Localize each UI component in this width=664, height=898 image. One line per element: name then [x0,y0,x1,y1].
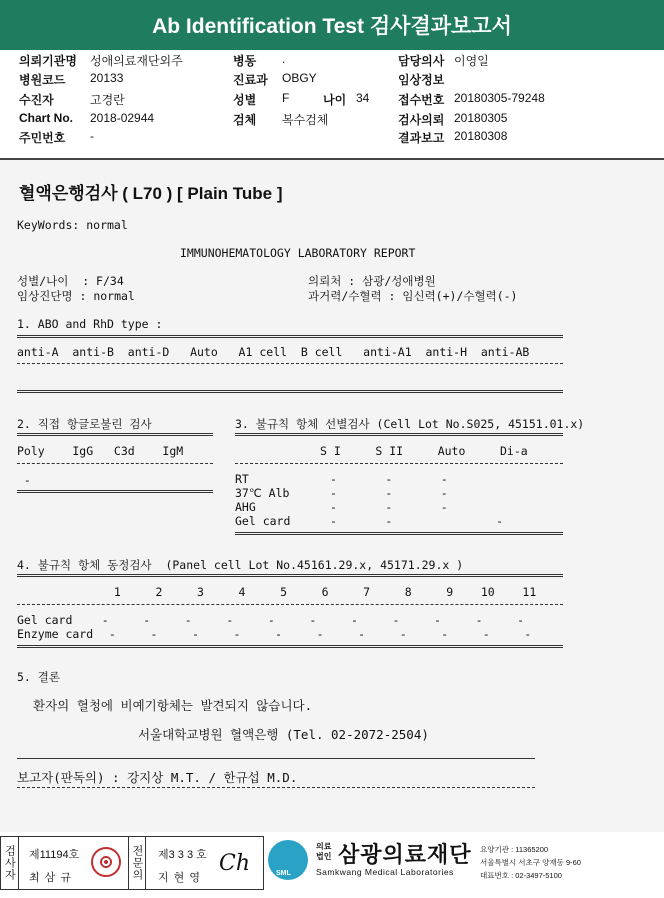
brand-prefix: 의료 법인 [316,842,332,861]
section4-title: 4. 불규칙 항체 동정검사 (Panel cell Lot No.45161.29.x, 45171.29.x ) [17,558,464,572]
section4-row-label: Enzyme card [17,627,94,641]
receipt-no-value: 20180305-79248 [454,91,545,105]
history-line: 과거력/수혈력 : 임신력(+)/수혈력(-) [308,289,518,303]
reviewer-name: 지 현 영 [158,872,201,884]
conclusion-text: 환자의 혈청에 비예기항체는 발견되지 않습니다. [33,698,313,713]
doctor-label: 담당의사 [398,54,445,68]
clinical-info-label: 임상정보 [398,73,445,87]
patient-info-header [0,50,664,158]
divider [17,490,213,493]
divider [17,787,535,788]
specimen-label: 검체 [233,113,257,127]
section3-row-label: Gel card [235,514,291,528]
section3-row-label: AHG [235,500,256,514]
divider [17,363,563,364]
section3-row-values: - - - [330,500,448,514]
section3-header: S I S II Auto Di-a [320,444,528,458]
divider [235,463,563,464]
divider [17,758,535,759]
request-date-label: 검사의뢰 [398,113,445,127]
brand-english: Samkwang Medical Laboratories [316,867,454,877]
specimen-value: 복수검체 [282,113,329,127]
divider [235,433,563,436]
department-label: 진료과 [233,73,268,87]
inspector-name: 최 삼 규 [29,872,72,884]
section3-row-values: - - - [330,486,448,500]
reviewer-label [128,837,146,889]
report-date-value: 20180308 [454,129,508,143]
sex-value: F [282,91,290,105]
request-date-value: 20180305 [454,111,508,125]
department-value: OBGY [282,71,317,85]
requester-line: 의뢰처 : 삼광/성애병원 [308,274,436,288]
doctor-value: 이영일 [454,54,489,68]
hospital-code-label: 병원코드 [19,73,66,87]
divider [235,532,563,535]
id-no-label: 주민번호 [19,131,66,145]
patient-value: 고경란 [90,93,125,107]
keywords-line: KeyWords: normal [17,218,128,232]
section1-header: anti-A anti-B anti-D Auto A1 cell B cell anti-A1 anti-H anti-AB [17,345,530,359]
inspector-seal [91,847,121,877]
address: 서울특별시 서초구 양재동 9-60 [480,858,581,867]
section4-row-values: - - - - - - - - - - - [74,613,525,627]
divider [17,645,563,648]
reviewer-license-no: 제3 3 3 호 [158,849,207,861]
footer [0,836,664,898]
phone: 대표번호 : 02-3497-5100 [480,871,562,880]
section4-row-label: Gel card [17,613,73,627]
inspector-license-no: 제11194호 [29,849,80,861]
institution-value: 성애의료재단외주 [90,54,183,68]
lab-title: IMMUNOHEMATOLOGY LABORATORY REPORT [180,246,416,260]
divider [17,335,563,338]
chart-no-value: 2018-02944 [90,111,155,125]
logo-text: SML [276,870,291,877]
report-body [0,160,664,832]
institution-label: 의뢰기관명 [19,54,77,68]
section2-values: - [17,473,31,487]
divider [17,390,563,393]
report-date-label: 결과보고 [398,131,445,145]
chart-no-label: Chart No. [19,111,73,125]
inspector-label-text: 검사자 [3,845,16,881]
id-no-value: - [90,129,94,143]
age-value: 34 [356,91,370,105]
reviewer-label-text: 전문의 [131,845,143,881]
section3-title: 3. 불규칙 항체 선별검사 (Cell Lot No.S025, 45151.01.x) [235,417,585,431]
section3-row-label: 37℃ Alb [235,486,290,500]
signoff-text: 서울대학교병원 혈액은행 (Tel. 02-2072-2504) [138,727,429,742]
section2-title: 2. 직접 항글로불린 검사 [17,417,152,431]
section4-row-values: - - - - - - - - - - - [102,627,532,641]
certification-box [0,836,264,890]
inspector-label [1,837,19,889]
diagnosis-line: 임상진단명 : normal [17,289,135,303]
brand-name: 삼광의료재단 [338,842,472,867]
report-heading: 혈액은행검사 ( L70 ) [ Plain Tube ] [19,184,283,203]
section3-row-values: - - - [330,472,448,486]
reporter-line: 보고자(판독의) : 강지상 M.T. / 한규섭 M.D. [17,770,298,785]
divider [17,463,213,464]
section3-row-values: - - - [330,514,504,528]
reviewer-signature: Ch [219,851,251,876]
divider [17,604,563,605]
report-title: Ab Identification Test 검사결과보고서 [0,0,664,50]
patient-label: 수진자 [19,93,54,107]
divider [17,433,213,436]
ward-label: 병동 [233,54,257,68]
section4-header: 1 2 3 4 5 6 7 8 9 10 11 [17,585,537,599]
ward-value: . [282,52,286,66]
section5-title: 5. 결론 [17,670,60,684]
institution-code: 요양기관 : 11365200 [480,845,549,854]
hospital-code-value: 20133 [90,71,124,85]
section2-header: Poly IgG C3d IgM [17,444,184,458]
receipt-no-label: 접수번호 [398,93,445,107]
sex-label: 성별 [233,93,257,107]
divider [17,574,563,577]
section1-title: 1. ABO and RhD type : [17,317,163,331]
sex-age-line: 성별/나이 : F/34 [17,274,124,288]
age-label: 나이 [323,93,347,107]
section3-row-label: RT [235,472,249,486]
